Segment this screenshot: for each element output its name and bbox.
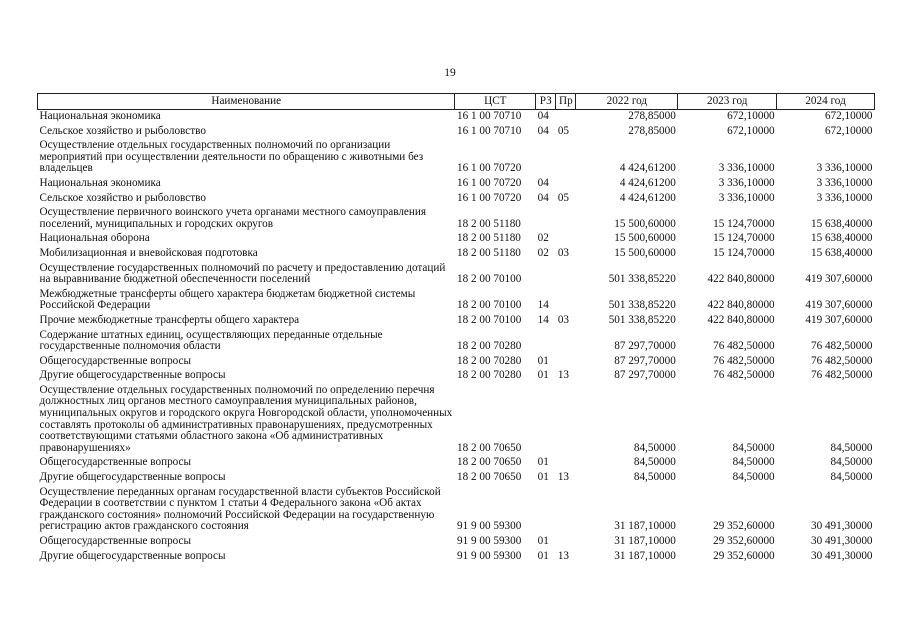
row-pr: 13 <box>557 369 569 382</box>
row-value-2022: 4 424,61200 <box>619 191 676 204</box>
row-value-2023: 15 124,70000 <box>713 217 775 230</box>
row-value-2022: 87 297,70000 <box>614 369 676 382</box>
table-row <box>38 110 875 125</box>
row-rz <box>536 486 556 535</box>
row-rz <box>536 329 556 355</box>
row-value-2022: 15 500,60000 <box>614 246 676 259</box>
row-name: Национальная экономика <box>39 110 161 122</box>
row-rz <box>536 139 556 177</box>
row-value-2024: 76 482,50000 <box>810 354 873 367</box>
row-cst: 18 2 00 51180 <box>456 217 521 230</box>
row-value-2023: 29 352,60000 <box>713 549 775 562</box>
header-name: Наименование <box>38 94 455 110</box>
row-rz: 14 <box>537 299 549 312</box>
row-rz: 01 <box>537 535 549 547</box>
row-value-2024: 30 491,30000 <box>810 535 873 547</box>
row-pr <box>556 177 576 192</box>
row-value-2022: 4 424,61200 <box>619 176 676 189</box>
row-value-2023: 3 336,10000 <box>718 162 775 175</box>
row-cst: 16 1 00 70710 <box>456 124 522 137</box>
row-cst: 91 9 00 59300 <box>456 535 522 547</box>
row-value-2023: 672,10000 <box>727 124 775 137</box>
row-pr: 13 <box>557 549 569 562</box>
row-pr <box>556 139 576 177</box>
row-pr <box>556 262 576 288</box>
row-cst: 18 2 00 51180 <box>456 246 521 259</box>
row-value-2023: 76 482,50000 <box>713 354 775 367</box>
row-value-2024: 30 491,30000 <box>810 549 873 562</box>
row-value-2022: 31 187,10000 <box>614 549 676 562</box>
row-cst: 18 2 00 70280 <box>456 369 522 382</box>
row-value-2022: 278,85000 <box>628 110 676 122</box>
row-name: Мобилизационная и вневойсковая подготовка <box>39 246 258 259</box>
row-value-2024: 672,10000 <box>824 124 873 137</box>
row-rz: 01 <box>537 471 549 484</box>
row-value-2023: 15 124,70000 <box>713 246 775 259</box>
row-cst: 16 1 00 70720 <box>456 191 522 204</box>
row-rz: 04 <box>537 124 549 137</box>
row-value-2022: 84,50000 <box>633 441 676 454</box>
table-row <box>38 177 875 192</box>
row-rz: 02 <box>537 246 549 259</box>
header-2023: 2023 год <box>678 94 777 110</box>
table-row <box>38 206 875 232</box>
table-row <box>38 192 875 207</box>
row-pr <box>556 535 576 550</box>
table-row <box>38 471 875 486</box>
row-value-2024: 15 638,40000 <box>810 246 873 259</box>
row-value-2024: 3 336,10000 <box>816 191 873 204</box>
row-name: Сельское хозяйство и рыболовство <box>39 124 206 137</box>
row-name: Общегосударственные вопросы <box>39 535 192 547</box>
row-pr <box>556 456 576 471</box>
row-pr <box>556 329 576 355</box>
row-cst: 91 9 00 59300 <box>456 549 522 562</box>
row-cst: 18 2 00 70100 <box>456 273 522 286</box>
row-value-2022: 15 500,60000 <box>614 217 676 230</box>
row-value-2022: 87 297,70000 <box>614 354 676 367</box>
row-value-2023: 3 336,10000 <box>718 191 775 204</box>
row-rz: 14 <box>537 313 549 326</box>
row-cst: 18 2 00 70280 <box>456 340 522 353</box>
row-value-2024: 84,50000 <box>830 441 873 454</box>
row-pr: 05 <box>557 191 569 204</box>
row-value-2023: 422 840,80000 <box>707 273 775 286</box>
row-cst: 16 1 00 70710 <box>456 110 522 122</box>
table-row <box>38 535 875 550</box>
row-value-2023: 29 352,60000 <box>713 535 775 547</box>
table-header-row <box>38 94 875 110</box>
row-name: Национальная оборона <box>39 232 150 245</box>
row-rz: 04 <box>537 110 549 122</box>
row-value-2022: 31 187,10000 <box>614 535 676 547</box>
row-value-2024: 3 336,10000 <box>816 176 873 189</box>
table-row <box>38 139 875 177</box>
row-cst: 91 9 00 59300 <box>456 520 522 533</box>
row-cst: 18 2 00 51180 <box>456 232 521 245</box>
table-row <box>38 125 875 140</box>
row-name: Содержание штатных единиц, осуществляющих переданные отдельные государственные полномочия области <box>39 328 383 353</box>
table-row <box>38 262 875 288</box>
row-rz: 01 <box>537 549 549 562</box>
row-rz <box>536 384 556 457</box>
row-value-2024: 30 491,30000 <box>810 520 873 533</box>
row-name: Осуществление первичного воинского учета органами местного самоуправления поселений, муниципальных и городских округов <box>39 206 426 230</box>
row-pr <box>556 110 576 125</box>
row-cst: 18 2 00 70280 <box>456 354 522 367</box>
row-value-2022: 15 500,60000 <box>614 232 676 245</box>
row-value-2024: 419 307,60000 <box>805 313 873 326</box>
table-row <box>38 384 875 457</box>
row-cst: 18 2 00 70650 <box>456 456 522 469</box>
row-rz: 01 <box>537 354 549 367</box>
row-cst: 18 2 00 70650 <box>456 441 522 454</box>
row-value-2023: 76 482,50000 <box>713 340 775 353</box>
row-value-2024: 15 638,40000 <box>810 232 873 245</box>
row-value-2024: 76 482,50000 <box>810 369 873 382</box>
row-cst: 16 1 00 70720 <box>456 162 522 175</box>
table-row <box>38 456 875 471</box>
row-pr <box>556 355 576 370</box>
row-value-2024: 672,10000 <box>824 110 873 122</box>
header-pr: Пр <box>556 94 576 110</box>
table-row <box>38 355 875 370</box>
row-value-2023: 3 336,10000 <box>718 176 775 189</box>
row-value-2023: 84,50000 <box>732 441 775 454</box>
row-name: Сельское хозяйство и рыболовство <box>39 191 206 204</box>
table-row <box>38 329 875 355</box>
row-value-2024: 84,50000 <box>830 471 873 484</box>
row-name: Другие общегосударственные вопросы <box>39 369 226 382</box>
row-value-2022: 501 338,85220 <box>608 313 676 326</box>
row-cst: 18 2 00 70100 <box>456 313 522 326</box>
table-row <box>38 550 875 565</box>
row-rz: 04 <box>537 191 549 204</box>
table-row <box>38 369 875 384</box>
page-number: 19 <box>444 67 456 79</box>
row-value-2024: 76 482,50000 <box>810 340 873 353</box>
header-2024: 2024 год <box>777 94 875 110</box>
row-value-2022: 31 187,10000 <box>614 520 676 533</box>
row-name: Общегосударственные вопросы <box>39 354 192 367</box>
row-value-2022: 87 297,70000 <box>614 340 676 353</box>
row-value-2023: 76 482,50000 <box>713 369 775 382</box>
row-rz: 01 <box>537 369 549 382</box>
row-rz: 02 <box>537 232 549 245</box>
row-pr <box>556 206 576 232</box>
table-row <box>38 288 875 314</box>
row-rz <box>536 206 556 232</box>
row-name: Другие общегосударственные вопросы <box>39 549 226 562</box>
row-value-2023: 422 840,80000 <box>707 313 775 326</box>
header-2022: 2022 год <box>576 94 678 110</box>
row-value-2023: 15 124,70000 <box>713 232 775 245</box>
budget-table <box>37 93 875 564</box>
row-cst: 18 2 00 70650 <box>456 471 522 484</box>
header-rz: РЗ <box>536 94 556 110</box>
row-pr <box>556 232 576 247</box>
row-pr: 13 <box>557 471 569 484</box>
row-pr: 03 <box>557 246 569 259</box>
row-value-2023: 29 352,60000 <box>713 520 775 533</box>
table-body <box>38 110 875 565</box>
row-value-2024: 15 638,40000 <box>810 217 873 230</box>
row-cst: 16 1 00 70720 <box>456 176 522 189</box>
table-row <box>38 486 875 535</box>
row-value-2022: 501 338,85220 <box>608 299 676 312</box>
row-name: Национальная экономика <box>39 176 161 189</box>
header-cst: ЦСТ <box>455 94 536 110</box>
row-value-2024: 3 336,10000 <box>816 162 873 175</box>
row-value-2023: 84,50000 <box>732 471 775 484</box>
row-pr <box>556 384 576 457</box>
row-name: Осуществление отдельных государственных полномочий по определению перечня должностных лиц органов местного самоуправления муниципальных районов, муниципальных округов и городского округа Новгородской области, уполномоченных составлять протоколы об административных правонарушениях, предусмотренных соответствующими статьями областного закона «Об административных правонарушениях» <box>39 383 453 454</box>
row-name: Прочие межбюджетные трансферты общего характера <box>39 313 300 326</box>
row-value-2022: 84,50000 <box>633 471 676 484</box>
row-value-2022: 4 424,61200 <box>619 162 676 175</box>
row-pr <box>556 486 576 535</box>
row-pr <box>556 288 576 314</box>
table-row <box>38 232 875 247</box>
table-row <box>38 247 875 262</box>
row-value-2022: 501 338,85220 <box>608 273 676 286</box>
row-name: Осуществление отдельных государственных полномочий по организации мероприятий при осуществлении деятельности по обращению с животными без владельцев <box>39 139 424 175</box>
row-name: Осуществление государственных полномочий по расчету и предоставлению дотаций на выравнивание бюджетной обеспеченности поселений <box>39 261 446 286</box>
row-name: Межбюджетные трансферты общего характера бюджетам бюджетной системы Российской Федерации <box>39 287 416 312</box>
row-value-2024: 84,50000 <box>830 456 873 469</box>
row-rz <box>536 262 556 288</box>
row-cst: 18 2 00 70100 <box>456 299 522 312</box>
row-value-2022: 84,50000 <box>633 456 676 469</box>
row-value-2023: 84,50000 <box>732 456 775 469</box>
row-value-2022: 278,85000 <box>628 124 676 137</box>
row-value-2023: 422 840,80000 <box>707 299 775 312</box>
row-rz: 04 <box>537 176 549 189</box>
row-pr: 05 <box>557 124 569 137</box>
row-value-2024: 419 307,60000 <box>805 299 873 312</box>
row-name: Общегосударственные вопросы <box>39 456 192 469</box>
row-name: Осуществление переданных органам государственной власти субъектов Российской Федерации в соответствии с пунктом 1 статьи 4 Федерального закона «Об актах гражданского состояния» полномочий Российской Федерации на государственную регистрацию актов гражданского состояния <box>39 485 441 533</box>
table-row <box>38 314 875 329</box>
row-pr: 03 <box>557 313 569 326</box>
row-rz: 01 <box>537 456 549 469</box>
row-value-2024: 419 307,60000 <box>805 273 873 286</box>
row-value-2023: 672,10000 <box>727 110 775 122</box>
row-name: Другие общегосударственные вопросы <box>39 471 226 484</box>
